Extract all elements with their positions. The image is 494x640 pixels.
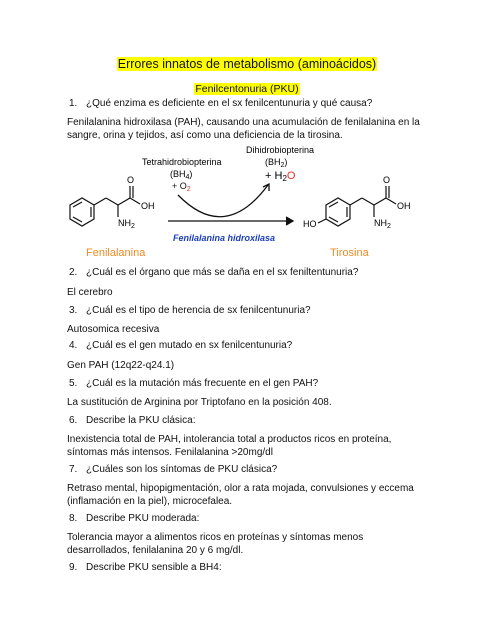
water-label: + H2O xyxy=(265,170,296,183)
atom-nh2-label: $NH_2$ xyxy=(118,218,135,230)
answer-2: El cerebro xyxy=(67,287,113,298)
oxygen-label: + $O_2$ xyxy=(172,181,191,193)
atom-oh-label: OH xyxy=(397,201,411,211)
question-number: 4. xyxy=(69,340,78,351)
question-text: ¿Qué enzima es deficiente en el sx fenilcentunuria y qué causa? xyxy=(86,98,373,109)
answer-8: Tolerancia mayor a alimentos ricos en proteínas y síntomas menos desarrollados, fenilalanina 20 y 6 mg/dl. xyxy=(67,532,364,556)
question-text: ¿Cuál es la mutación más frecuente en el gen PAH? xyxy=(86,378,319,389)
question-text: Describe la PKU clásica: xyxy=(86,415,196,426)
question-text: ¿Cuál es el órgano que más se daña en el sx feniltentunuria? xyxy=(86,267,359,278)
atom-oh-label: OH xyxy=(141,201,155,211)
product-label: Tirosina xyxy=(330,247,369,259)
question-6 xyxy=(69,415,196,426)
atom-nh2-label: $NH_2$ xyxy=(374,218,391,230)
question-2 xyxy=(69,267,359,278)
question-number: 9. xyxy=(69,562,78,573)
answer-5: La sustitución de Arginina por Triptofano en la posición 408. xyxy=(67,397,332,408)
question-text: ¿Cuál es el tipo de herencia de sx fenilcentunuria? xyxy=(86,305,311,316)
cofactor-in-abbr: $(BH_4)$ xyxy=(170,169,193,181)
water-oxygen: O xyxy=(286,170,296,182)
question-text: Describe PKU moderada: xyxy=(86,513,200,524)
question-4 xyxy=(69,340,293,351)
atom-ho-label: HO xyxy=(303,219,317,229)
question-5 xyxy=(69,378,319,389)
question-number: 6. xyxy=(69,415,78,426)
atom-o-label: O xyxy=(127,175,135,185)
answer-3: Autosomica recesiva xyxy=(67,324,160,335)
reaction-diagram xyxy=(60,143,430,263)
answer-6: Inexistencia total de PAH, intolerancia total a productos ricos en proteína, síntomas más intensos. Fenilalanina >20mg/dl xyxy=(67,434,392,458)
answer-1: Fenilalanina hidroxilasa (PAH), causando una acumulación de fenilalanina en la sangre, orina y tejidos, así como una deficiencia de la tirosina. xyxy=(67,117,420,141)
answer-4: Gen PAH (12q22-q24.1) xyxy=(67,360,175,371)
substrate-label: Fenilalanina xyxy=(86,247,146,259)
enzyme-label: Fenilalanina hidroxilasa xyxy=(173,233,276,243)
question-text: ¿Cuáles son los síntomas de PKU clásica? xyxy=(86,464,278,475)
question-3 xyxy=(69,305,311,316)
answer-7: Retraso mental, hipopigmentación, olor a rata mojada, convulsiones y eccema (inflamación en la piel), microcefalea. xyxy=(67,483,414,507)
atom-o-label: O xyxy=(383,175,391,185)
question-number: 3. xyxy=(69,305,78,316)
question-number: 7. xyxy=(69,464,78,475)
question-number: 2. xyxy=(69,267,78,278)
question-8 xyxy=(69,513,200,524)
cofactor-out-abbr: $(BH_2)$ xyxy=(265,157,288,169)
question-number: 1. xyxy=(69,98,78,109)
question-9 xyxy=(69,562,222,573)
question-1 xyxy=(69,98,373,109)
cofactor-out-label: Dihidrobiopterina xyxy=(246,145,315,155)
document-title: Errores innatos de metabolismo (aminoácidos) xyxy=(117,57,377,71)
question-text: ¿Cuál es el gen mutado en sx fenilcentunuria? xyxy=(86,340,293,351)
question-number: 8. xyxy=(69,513,78,524)
cofactor-in-label: Tetrahidrobiopterina xyxy=(142,157,222,167)
question-number: 5. xyxy=(69,378,78,389)
section-subtitle: Fenilcentonuria (PKU) xyxy=(195,83,299,95)
question-text: Describe PKU sensible a BH4: xyxy=(86,562,222,573)
question-7 xyxy=(69,464,278,475)
